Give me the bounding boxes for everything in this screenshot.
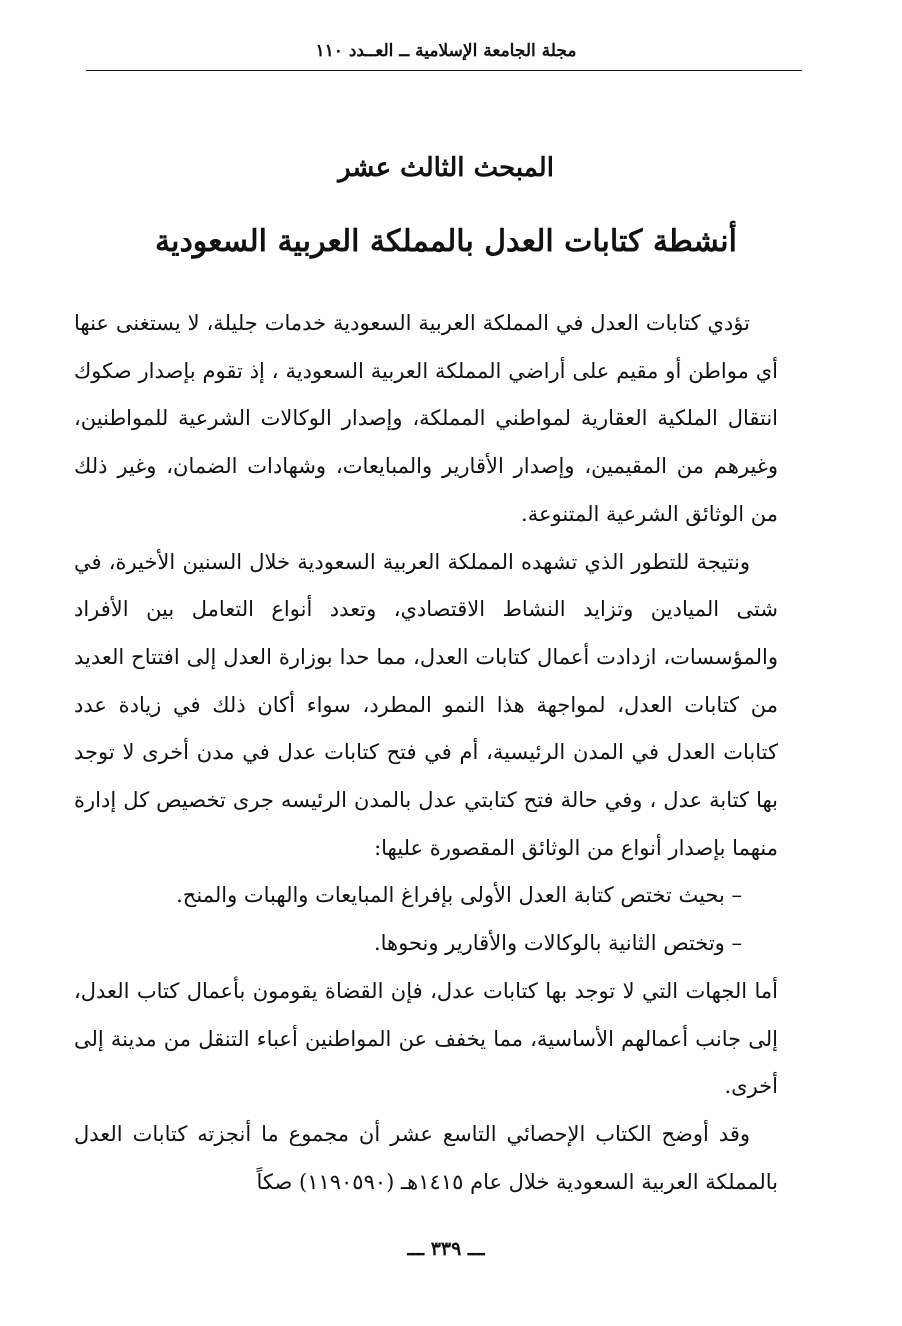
section-number-heading: المبحث الثالث عشر [338,153,554,183]
paragraph-judges: أما الجهات التي لا توجد بها كتابات عدل، فإن القضاة يقومون بأعمال كتاب العدل، إلى جانب أعمالهم الأساسية، مما يخفف عن المواطنين أعباء التنقل من مدينة إلى أخرى. [74,978,778,1099]
section-title: أنشطة كتابات العدل بالمملكة العربية السعودية [155,224,737,259]
paragraph-statistics: وقد أوضح الكتاب الإحصائي التاسع عشر أن مجموع ما أنجزته كتابات العدل بالمملكة العربية السعودية خلال عام ١٤١٥هـ (١١٩٠٥٩٠) صكاً [74,1121,778,1194]
page-number: ـــ ٣٣٩ ـــ [407,1238,485,1260]
paragraph-development: ونتيجة للتطور الذي تشهده المملكة العربية السعودية خلال السنين الأخيرة، في شتى الميادين وتزايد النشاط الاقتصادي، وتعدد أنواع التعامل بين الأفراد والمؤسسات، ازدادت أعمال كتابات العدل، مما حدا بوزارة العدل إلى افتتاح العديد من كتابات العدل، لمواجهة هذا النمو المطرد، سواء أكان ذلك في زيادة عدد كتابات العدل في المدن الرئيسية، أم في فتح كتابات عدل في مدن أخرى لا توجد بها كتابة عدل ، وفي حالة فتح كتابتي عدل بالمدن الرئيسه جرى تخصيص كل إدارة منهما بإصدار أنواع من الوثائق المقصورة عليها: [74,549,778,860]
paragraph-intro: تؤدي كتابات العدل في المملكة العربية السعودية خدمات جليلة، لا يستغنى عنها أي مواطن أو مقيم على أراضي المملكة العربية السعودية ، إذ تقوم بإصدار صكوك انتقال الملكية العقارية لمواطني المملكة، وإصدار الوكالات الشرعية للمواطنين، وغيرهم من المقيمين، وإصدار الأقارير والمبايعات، وشهادات الضمان، وغير ذلك من الوثائق الشرعية المتنوعة. [74,311,778,526]
list-item-second-office: – وتختص الثانية بالوكالات والأقارير ونحوها. [373,931,742,956]
running-header: مجلة الجامعة الإسلامية ــ العــدد ١١٠ [315,41,577,61]
header-divider [86,70,802,71]
body-text [74,300,778,1206]
list-item-first-office: – بحيث تختص كتابة العدل الأولى بإفراغ المبايعات والهبات والمنح. [176,883,742,908]
